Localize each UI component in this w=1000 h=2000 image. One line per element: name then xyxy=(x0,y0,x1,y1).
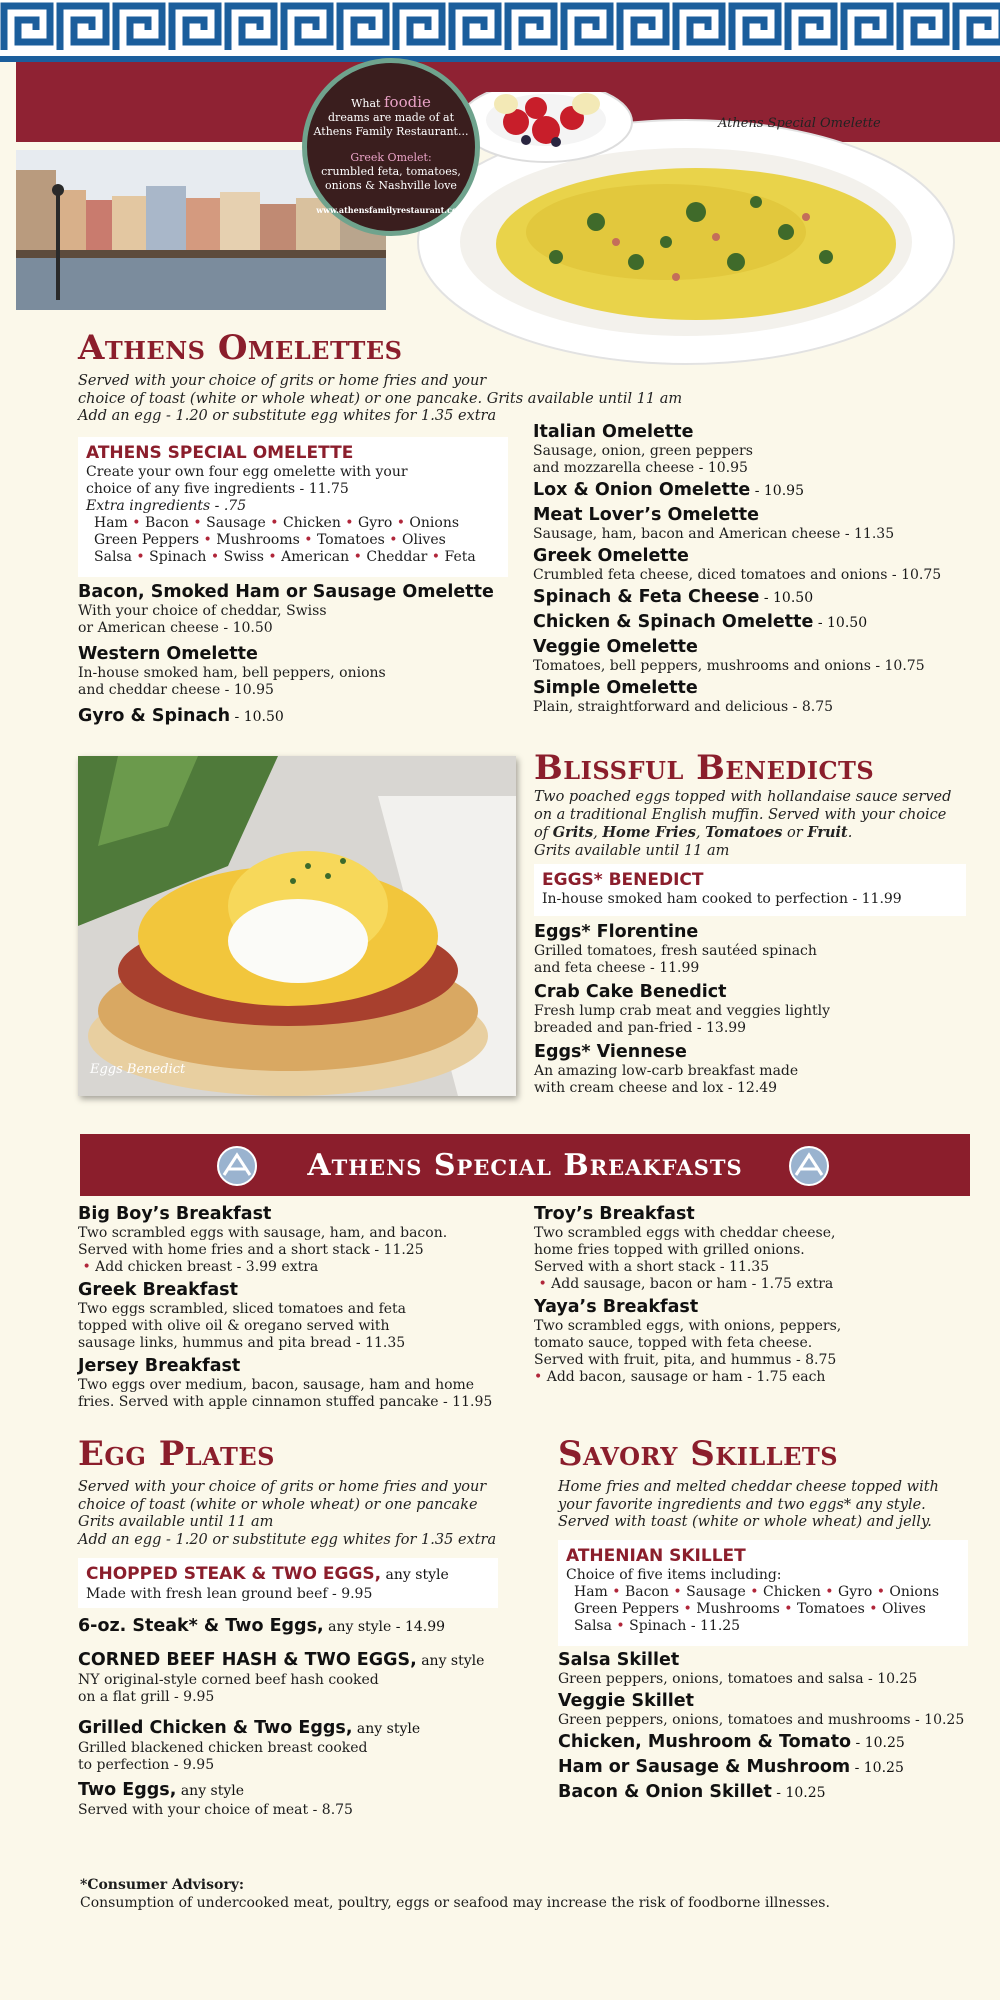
bullet-separator: • xyxy=(392,515,410,531)
ingredient: Olives xyxy=(881,1601,926,1617)
menu-item: CORNED BEEF HASH & TWO EGGS, any style NY original-style corned beef hash cooked on a flat grill - 9.95 xyxy=(78,1650,485,1705)
ingredient: Ham xyxy=(94,515,128,531)
menu-item: Meat Lover’s Omelette Sausage, ham, bacon and American cheese - 11.35 xyxy=(533,505,895,542)
bullet-separator: • xyxy=(864,1601,882,1617)
athens-special-omelette-title: ATHENS SPECIAL OMELETTE xyxy=(86,443,354,463)
menu-item: Grilled Chicken & Two Eggs, any style Grilled blackened chicken breast cooked to perfection - 9.95 xyxy=(78,1718,421,1773)
menu-item: Big Boy’s Breakfast Two scrambled eggs with sausage, ham, and bacon. Served with home fries and a short stack - 11.25 • Add chicken breast - 3.99 extra xyxy=(78,1204,448,1275)
ingredient-list xyxy=(86,515,500,566)
bullet-separator: • xyxy=(206,549,224,565)
ingredient: Salsa xyxy=(574,1618,612,1634)
omelette-photo-caption: Athens Special Omelette xyxy=(718,116,881,131)
bullet-separator: • xyxy=(611,1618,630,1634)
menu-item: Eggs* Florentine Grilled tomatoes, fresh sautéed spinach and feta cheese - 11.99 xyxy=(534,922,817,976)
menu-item: Eggs* Viennese An amazing low-carb breakfast made with cream cheese and lox - 12.49 xyxy=(534,1042,799,1096)
bullet-separator: • xyxy=(263,549,282,565)
bullet-separator: • xyxy=(199,532,217,548)
ingredient: Olives xyxy=(401,532,446,548)
ingredient: Swiss xyxy=(223,549,264,565)
menu-item: Bacon, Smoked Ham or Sausage Omelette With your choice of cheddar, Swiss or American cheese - 10.50 xyxy=(78,582,494,636)
ingredient: Gyro xyxy=(838,1584,873,1600)
menu-item: Spinach & Feta Cheese - 10.50 xyxy=(533,587,814,607)
ingredient: Chicken xyxy=(283,515,341,531)
skillets-title: Savory Skillets xyxy=(558,1434,839,1474)
eggs-benedict-photo xyxy=(78,756,516,1096)
egg-plates-title: Egg Plates xyxy=(78,1434,275,1474)
benedicts-note: Two poached eggs topped with hollandaise sauce served on a traditional English muffin. Served with your choice of Grits, Home Fries, Tomatoes or Fruit. Grits available until 11 am xyxy=(534,789,952,859)
promo-badge: What foodie dreams are made of at Athens Family Restaurant... Greek Omelet: crumbled feta, tomatoes, onions & Nashville love www.athensfamilyrestaurant.com xyxy=(302,58,480,236)
ingredient: Sausage xyxy=(686,1584,746,1600)
ingredient: Tomatoes xyxy=(796,1601,865,1617)
skillets-list xyxy=(558,1650,978,1807)
athenian-skillet-box: ATHENIAN SKILLET Choice of five items including: Ham • Bacon • Sausage • Chicken • Gyro • Onions Green Peppers • Mushrooms • Tomatoes • Olives Salsa • Spinach - 11.25 xyxy=(558,1540,968,1646)
ingredient: Onions xyxy=(889,1584,940,1600)
bullet-separator: • xyxy=(299,532,317,548)
menu-item: Chicken & Spinach Omelette - 10.50 xyxy=(533,612,868,632)
egg-plates-note: Served with your choice of grits or home fries and your choice of toast (white or whole wheat) or one pancake Grits available until 11 am Add an egg - 1.20 or substitute egg whites for 1.35 extra xyxy=(78,1479,497,1548)
bullet-separator: • xyxy=(384,532,402,548)
menu-item: Veggie Skillet Green peppers, onions, tomatoes and mushrooms - 10.25 xyxy=(558,1691,965,1728)
menu-item: Jersey Breakfast Two eggs over medium, bacon, sausage, ham and home fries. Served with apple cinnamon stuffed pancake - 11.95 xyxy=(78,1356,493,1410)
menu-item: Yaya’s Breakfast Two scrambled eggs, with onions, peppers, tomato sauce, topped with feta cheese. Served with fruit, pita, and hummus - 8.75 • Add bacon, sausage or ham - 1.75 each xyxy=(534,1297,842,1385)
menu-item: Bacon & Onion Skillet - 10.25 xyxy=(558,1782,826,1802)
bullet-separator: • xyxy=(127,515,146,531)
bullet-separator: • xyxy=(340,515,359,531)
menu-item: Lox & Onion Omelette - 10.95 xyxy=(533,480,804,500)
menu-item: Salsa Skillet Green peppers, onions, tomatoes and salsa - 10.25 xyxy=(558,1650,918,1687)
bullet-separator: • xyxy=(679,1601,697,1617)
ingredient: Gyro xyxy=(358,515,393,531)
menu-item: Greek Omelette Crumbled feta cheese, diced tomatoes and onions - 10.75 xyxy=(533,546,942,583)
bullet-separator: • xyxy=(820,1584,839,1600)
ingredient: Cheddar xyxy=(366,549,428,565)
special-breakfasts-title: Athens Special Breakfasts xyxy=(307,1147,743,1183)
bullet-separator: • xyxy=(668,1584,687,1600)
ingredient: Salsa xyxy=(94,549,132,565)
bullet-separator: • xyxy=(779,1601,797,1617)
menu-item: Italian Omelette Sausage, onion, green peppers and mozzarella cheese - 10.95 xyxy=(533,422,753,476)
greek-key-border xyxy=(0,0,1000,62)
ingredient: Sausage xyxy=(206,515,266,531)
special-breakfasts-banner xyxy=(80,1134,970,1196)
menu-item: 6-oz. Steak* & Two Eggs, any style - 14.99 xyxy=(78,1616,446,1636)
ingredient: Feta xyxy=(444,549,476,565)
menu-item: Ham or Sausage & Mushroom - 10.25 xyxy=(558,1757,904,1777)
menu-item: Simple Omelette Plain, straightforward and delicious - 8.75 xyxy=(533,678,834,715)
chopped-steak-box: CHOPPED STEAK & TWO EGGS, any style Made with fresh lean ground beef - 9.95 xyxy=(78,1558,498,1608)
menu-item: Greek Breakfast Two eggs scrambled, sliced tomatoes and feta topped with olive oil & oregano served with sausage links, hummus and pita bread - 11.35 xyxy=(78,1280,407,1351)
bullet-separator: • xyxy=(745,1584,764,1600)
bullet-separator: • xyxy=(265,515,284,531)
bullet-separator: • xyxy=(872,1584,890,1600)
athena-logo-icon xyxy=(788,1145,830,1187)
ingredient: Green Peppers xyxy=(94,532,200,548)
ingredient: Bacon xyxy=(625,1584,669,1600)
menu-item: Western Omelette In-house smoked ham, bell peppers, onions and cheddar cheese - 10.95 xyxy=(78,644,386,698)
bullet-separator: • xyxy=(607,1584,626,1600)
bullet-separator: • xyxy=(349,549,367,565)
egg-plates-list xyxy=(78,1616,518,1826)
omelette-plate-photo xyxy=(396,92,956,370)
eggs-benedict-box: EGGS* BENEDICT In-house smoked ham cooked to perfection - 11.99 xyxy=(534,864,966,916)
omelettes-left-list xyxy=(78,582,518,735)
bullet-separator: • xyxy=(427,549,445,565)
benedicts-title: Blissful Benedicts xyxy=(534,748,875,788)
menu-item: Veggie Omelette Tomatoes, bell peppers, mushrooms and onions - 10.75 xyxy=(533,637,925,674)
eggs-benedict-caption: Eggs Benedict xyxy=(90,1062,186,1077)
ingredient: Onions xyxy=(409,515,460,531)
menu-item: Two Eggs, any style Served with your choice of meat - 8.75 xyxy=(78,1780,353,1818)
ingredient: Green Peppers xyxy=(574,1601,680,1617)
consumer-advisory: *Consumer Advisory: Consumption of undercooked meat, poultry, eggs or seafood may increase the risk of foodborne illnesses. xyxy=(80,1877,830,1911)
menu-item: Crab Cake Benedict Fresh lump crab meat and veggies lightly breaded and pan-fried - 13.99 xyxy=(534,982,831,1036)
skillets-note: Home fries and melted cheddar cheese topped with your favorite ingredients and two eggs* any style. Served with toast (white or whole wheat) and jelly. xyxy=(558,1479,939,1530)
menu-item: Gyro & Spinach - 10.50 xyxy=(78,706,284,726)
ingredient: Mushrooms xyxy=(696,1601,780,1617)
ingredient: Ham xyxy=(574,1584,608,1600)
bullet-separator: • xyxy=(131,549,150,565)
ingredient: American xyxy=(281,549,350,565)
breakfasts-right-list xyxy=(534,1204,974,1390)
ingredient: Bacon xyxy=(145,515,189,531)
ingredient: Mushrooms xyxy=(216,532,300,548)
ingredient: Tomatoes xyxy=(316,532,385,548)
ingredient: Spinach xyxy=(149,549,207,565)
breakfasts-left-list xyxy=(78,1204,518,1415)
ingredient: Spinach - 11.25 xyxy=(629,1618,741,1634)
bullet-separator: • xyxy=(188,515,207,531)
omelettes-title: Athens Omelettes xyxy=(78,328,403,368)
omelettes-right-list xyxy=(533,422,973,719)
ingredient: Chicken xyxy=(763,1584,821,1600)
menu-item: Chicken, Mushroom & Tomato - 10.25 xyxy=(558,1732,905,1752)
athena-logo-icon xyxy=(216,1145,258,1187)
omelettes-note: Served with your choice of grits or home fries and your choice of toast (white or whole wheat) or one pancake. Grits available until 11 am Add an egg - 1.20 or substitute egg whites for 1.35 extra xyxy=(78,373,683,424)
benedicts-list xyxy=(534,922,974,1102)
athens-special-omelette-box: ATHENS SPECIAL OMELETTE Create your own four egg omelette with your choice of any five ingredients - 11.75 Extra ingredients - .75 Ham • Bacon • Sausage • Chicken • Gyro • Onions Green Peppers • Mushrooms • Tomatoes • Olives Salsa • Spinach • Swiss • American • Cheddar • Feta xyxy=(78,437,508,577)
menu-item: Troy’s Breakfast Two scrambled eggs with cheddar cheese, home fries topped with grilled onions. Served with a short stack - 11.35 • Add sausage, bacon or ham - 1.75 extra xyxy=(534,1204,836,1292)
